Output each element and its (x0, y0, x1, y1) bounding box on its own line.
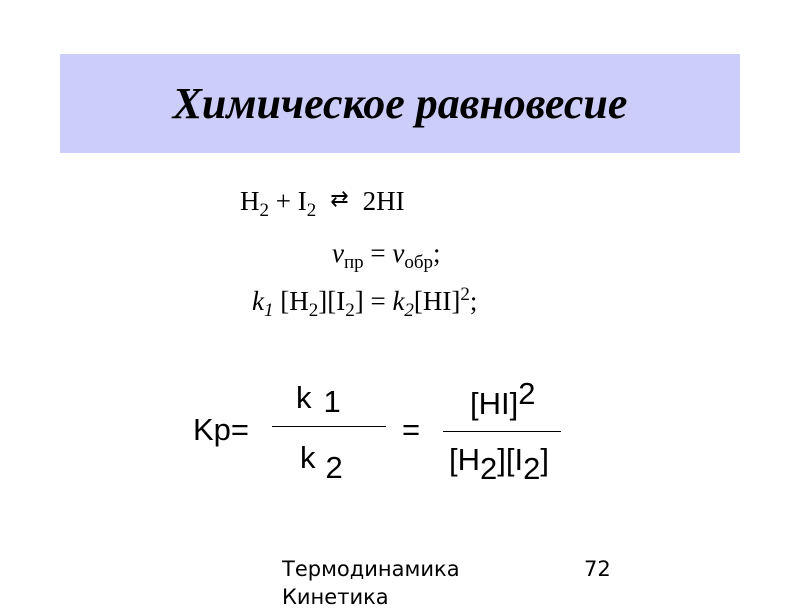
numerator-k-subscript: 1 (323, 384, 341, 419)
hi-exponent: 2 (460, 284, 470, 305)
numerator-hi-exponent: 2 (518, 376, 536, 411)
reverse-rate-subscript: обр (404, 252, 434, 273)
h2-concentration: [H (273, 286, 309, 316)
kp-numerator-k1 (296, 380, 341, 419)
rate-equality (332, 236, 441, 273)
k2-symbol: k (392, 286, 405, 316)
numerator-k: k (296, 380, 312, 415)
k1-symbol: k (252, 286, 264, 316)
k2-subscript: 2 (404, 300, 414, 321)
reverse-rate-symbol: v (392, 238, 405, 268)
i2-subscript: 2 (345, 300, 355, 321)
denominator-h: [H (449, 442, 480, 477)
slide-title: Химическое равновесие (172, 79, 628, 128)
denominator-k-subscript: 2 (325, 450, 343, 485)
footer-left-line1: Термодинамика (282, 557, 460, 581)
page-number: 72 (584, 557, 611, 581)
product-hi: 2HI (362, 186, 405, 216)
hi-concentration: [HI] (413, 286, 461, 316)
kp-fraction-line-left (272, 426, 386, 427)
kp-second-equals: = (402, 412, 421, 447)
denominator-i-subscript: 2 (523, 451, 541, 486)
kp-numerator-hi (470, 376, 536, 422)
reactant-h-subscript: 2 (259, 200, 269, 221)
kp-denominator-h2-i2 (449, 442, 549, 486)
kp-label: Kp= (193, 412, 250, 447)
denominator-k: k (300, 440, 316, 475)
rate-semicolon: ; (433, 238, 441, 268)
rate-constants-equation (252, 284, 478, 321)
forward-rate-subscript: пр (343, 252, 364, 273)
constants-equals: ] = (354, 286, 393, 316)
denominator-h-subscript: 2 (480, 451, 498, 486)
forward-rate-symbol: v (332, 238, 344, 268)
reactant-h: H (240, 186, 260, 216)
denominator-close: ] (540, 442, 549, 477)
rate-equals: = (363, 238, 393, 268)
kp-denominator-k2 (300, 440, 343, 485)
h2-subscript: 2 (308, 300, 319, 321)
reactant-i-subscript: 2 (306, 200, 317, 221)
k1-subscript: 1 (263, 300, 274, 321)
constants-semicolon: ; (469, 286, 478, 316)
kp-fraction-line-right (443, 431, 561, 432)
i2-concentration: ][I (318, 286, 346, 316)
footer-left-line2: Кинетика (282, 585, 389, 609)
numerator-hi: [HI] (470, 386, 519, 421)
equilibrium-arrow-icon: ⇄ (330, 186, 349, 211)
reaction-equation (240, 184, 405, 220)
denominator-i: ][I (497, 442, 524, 477)
reactant-i: + I (269, 186, 307, 216)
